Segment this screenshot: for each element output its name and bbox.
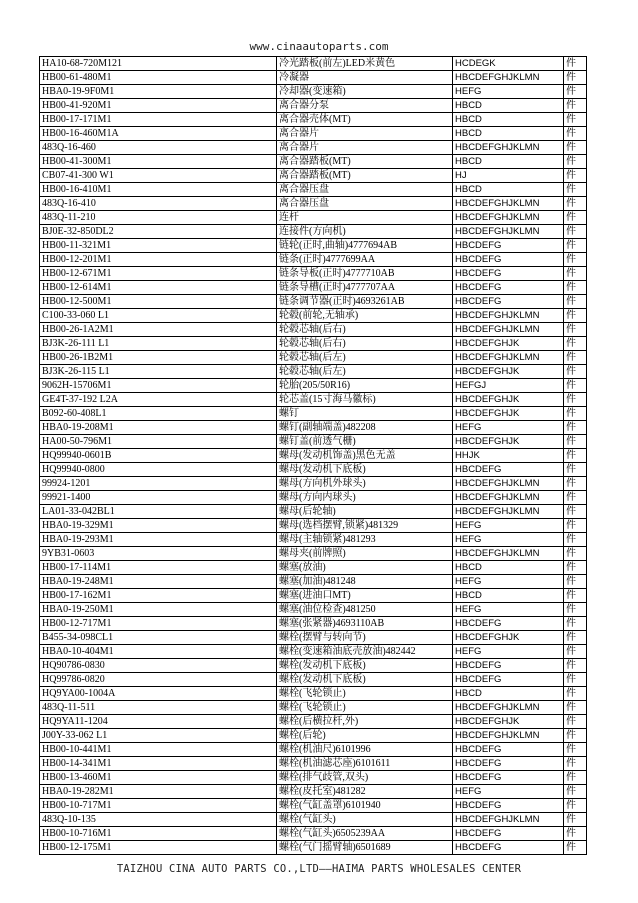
part-name-cell: 螺栓(摆臂与转向节) (277, 631, 453, 645)
part-number-cell: HB00-61-480M1 (40, 71, 277, 85)
part-number-cell: 483Q-16-410 (40, 197, 277, 211)
table-row (40, 435, 587, 449)
table-row (40, 617, 587, 631)
unit-cell: 件 (564, 561, 587, 575)
part-number-cell: HB00-12-201M1 (40, 253, 277, 267)
part-name-cell: 螺钉 (277, 407, 453, 421)
table-row (40, 841, 587, 855)
unit-cell: 件 (564, 813, 587, 827)
table-row (40, 183, 587, 197)
part-number-cell: HBA0-19-329M1 (40, 519, 277, 533)
part-name-cell: 螺栓(飞轮锁止) (277, 701, 453, 715)
unit-cell: 件 (564, 337, 587, 351)
unit-cell: 件 (564, 589, 587, 603)
model-code-cell: HBCDEFG (453, 267, 564, 281)
table-row (40, 127, 587, 141)
unit-cell: 件 (564, 155, 587, 169)
part-name-cell: 连杆 (277, 211, 453, 225)
model-code-cell: HBCDEFGHJKLMN (453, 491, 564, 505)
part-number-cell: BJ3K-26-115 L1 (40, 365, 277, 379)
part-name-cell: 螺栓(机油尺)6101996 (277, 743, 453, 757)
model-code-cell: HBCDEFGHJKLMN (453, 477, 564, 491)
part-number-cell: CB07-41-300 W1 (40, 169, 277, 183)
part-number-cell: HB00-12-175M1 (40, 841, 277, 855)
part-number-cell: HB00-16-410M1 (40, 183, 277, 197)
model-code-cell: HBCDEFGHJK (453, 435, 564, 449)
part-name-cell: 螺母(方向机外球头) (277, 477, 453, 491)
unit-cell: 件 (564, 127, 587, 141)
part-name-cell: 螺母(后轮轴) (277, 505, 453, 519)
part-name-cell: 螺塞(进油口MT) (277, 589, 453, 603)
model-code-cell: HBCDEFGHJKLMN (453, 197, 564, 211)
part-number-cell: HQ99940-0800 (40, 463, 277, 477)
unit-cell: 件 (564, 617, 587, 631)
part-number-cell: 483Q-10-135 (40, 813, 277, 827)
model-code-cell: HBCD (453, 687, 564, 701)
table-row (40, 715, 587, 729)
table-row (40, 561, 587, 575)
table-row (40, 323, 587, 337)
part-name-cell: 轮毂芯轴(后左) (277, 365, 453, 379)
unit-cell: 件 (564, 113, 587, 127)
unit-cell: 件 (564, 463, 587, 477)
unit-cell: 件 (564, 785, 587, 799)
part-name-cell: 轮胎(205/50R16) (277, 379, 453, 393)
unit-cell: 件 (564, 659, 587, 673)
part-name-cell: 冷却器(变速箱) (277, 85, 453, 99)
table-row (40, 365, 587, 379)
unit-cell: 件 (564, 141, 587, 155)
unit-cell: 件 (564, 575, 587, 589)
model-code-cell: HBCDEFG (453, 281, 564, 295)
model-code-cell: HJ (453, 169, 564, 183)
unit-cell: 件 (564, 715, 587, 729)
part-number-cell: B092-60-408L1 (40, 407, 277, 421)
table-row (40, 463, 587, 477)
part-number-cell: HB00-17-162M1 (40, 589, 277, 603)
model-code-cell: HEFG (453, 575, 564, 589)
table-row (40, 729, 587, 743)
part-number-cell: 99924-1201 (40, 477, 277, 491)
part-name-cell: 轮毂芯轴(后右) (277, 337, 453, 351)
part-name-cell: 螺母(主轴锁紧)481293 (277, 533, 453, 547)
part-name-cell: 螺栓(机油滤芯座)6101611 (277, 757, 453, 771)
part-name-cell: 链条调节器(正时)4693261AB (277, 295, 453, 309)
table-row (40, 827, 587, 841)
part-number-cell: HQ9YA11-1204 (40, 715, 277, 729)
model-code-cell: HBCDEFGHJK (453, 393, 564, 407)
table-row (40, 659, 587, 673)
part-number-cell: HB00-26-1B2M1 (40, 351, 277, 365)
unit-cell: 件 (564, 225, 587, 239)
unit-cell: 件 (564, 183, 587, 197)
part-name-cell: 链条导槽(正时)4777707AA (277, 281, 453, 295)
part-number-cell: HBA0-19-248M1 (40, 575, 277, 589)
unit-cell: 件 (564, 281, 587, 295)
part-number-cell: HB00-41-300M1 (40, 155, 277, 169)
model-code-cell: HEFG (453, 645, 564, 659)
model-code-cell: HBCDEFG (453, 757, 564, 771)
table-row (40, 645, 587, 659)
part-number-cell: HBA0-19-250M1 (40, 603, 277, 617)
unit-cell: 件 (564, 99, 587, 113)
part-name-cell: 螺塞(油位检查)481250 (277, 603, 453, 617)
part-name-cell: 轮毂(前轮,无轴承) (277, 309, 453, 323)
table-row (40, 295, 587, 309)
parts-table (39, 56, 587, 855)
model-code-cell: HBCDEFG (453, 743, 564, 757)
part-number-cell: LA01-33-042BL1 (40, 505, 277, 519)
model-code-cell: HBCDEFGHJKLMN (453, 547, 564, 561)
part-number-cell: HQ9YA00-1004A (40, 687, 277, 701)
table-row (40, 589, 587, 603)
part-name-cell: 离合器壳体(MT) (277, 113, 453, 127)
part-name-cell: 螺钉盖(前透气栅) (277, 435, 453, 449)
unit-cell: 件 (564, 701, 587, 715)
part-name-cell: 螺栓(后轮) (277, 729, 453, 743)
model-code-cell: HBCDEFGHJKLMN (453, 309, 564, 323)
table-row (40, 141, 587, 155)
part-number-cell: HBA0-19-208M1 (40, 421, 277, 435)
model-code-cell: HEFG (453, 519, 564, 533)
part-name-cell: 螺母夹(前牌照) (277, 547, 453, 561)
part-name-cell: 螺栓(飞轮锁止) (277, 687, 453, 701)
part-name-cell: 冷光踏板(前左)LED米黄色 (277, 57, 453, 71)
unit-cell: 件 (564, 519, 587, 533)
part-number-cell: HBA0-19-293M1 (40, 533, 277, 547)
model-code-cell: HBCDEFGHJKLMN (453, 141, 564, 155)
unit-cell: 件 (564, 295, 587, 309)
unit-cell: 件 (564, 799, 587, 813)
part-number-cell: HB00-12-717M1 (40, 617, 277, 631)
company-footer: TAIZHOU CINA AUTO PARTS CO.,LTD——HAIMA PARTS WHOLESALES CENTER (116, 863, 522, 875)
table-row (40, 771, 587, 785)
model-code-cell: HBCDEFGHJKLMN (453, 225, 564, 239)
unit-cell: 件 (564, 547, 587, 561)
unit-cell: 件 (564, 729, 587, 743)
model-code-cell: HBCDEFGHJK (453, 631, 564, 645)
unit-cell: 件 (564, 267, 587, 281)
model-code-cell: HBCDEFGHJKLMN (453, 351, 564, 365)
table-row (40, 491, 587, 505)
part-name-cell: 螺母(方向内球头) (277, 491, 453, 505)
part-name-cell: 离合器片 (277, 127, 453, 141)
part-name-cell: 螺母(选档摆臂,锁紧)481329 (277, 519, 453, 533)
model-code-cell: HBCDEFG (453, 673, 564, 687)
unit-cell: 件 (564, 449, 587, 463)
table-row (40, 743, 587, 757)
unit-cell: 件 (564, 57, 587, 71)
table-row (40, 169, 587, 183)
table-row (40, 239, 587, 253)
part-name-cell: 冷凝器 (277, 71, 453, 85)
model-code-cell: HBCDEFG (453, 253, 564, 267)
part-number-cell: 483Q-11-511 (40, 701, 277, 715)
table-row (40, 379, 587, 393)
part-number-cell: HQ99940-0601B (40, 449, 277, 463)
model-code-cell: HBCDEFG (453, 463, 564, 477)
table-row (40, 421, 587, 435)
part-name-cell: 轮毂芯轴(后右) (277, 323, 453, 337)
part-name-cell: 离合器压盘 (277, 183, 453, 197)
unit-cell: 件 (564, 197, 587, 211)
table-row (40, 701, 587, 715)
part-name-cell: 螺栓(气缸头) (277, 813, 453, 827)
table-row (40, 155, 587, 169)
unit-cell: 件 (564, 407, 587, 421)
part-name-cell: 离合器分泵 (277, 99, 453, 113)
table-row (40, 785, 587, 799)
unit-cell: 件 (564, 491, 587, 505)
table-row (40, 211, 587, 225)
model-code-cell: HBCDEFG (453, 239, 564, 253)
table-row (40, 253, 587, 267)
unit-cell: 件 (564, 603, 587, 617)
table-row (40, 309, 587, 323)
table-row (40, 673, 587, 687)
part-name-cell: 螺栓(发动机下底板) (277, 673, 453, 687)
part-number-cell: C100-33-060 L1 (40, 309, 277, 323)
model-code-cell: HBCD (453, 99, 564, 113)
model-code-cell: HEFG (453, 603, 564, 617)
part-number-cell: B455-34-098CL1 (40, 631, 277, 645)
unit-cell: 件 (564, 743, 587, 757)
table-row (40, 267, 587, 281)
table-row (40, 505, 587, 519)
table-row (40, 477, 587, 491)
table-row (40, 757, 587, 771)
part-name-cell: 螺塞(放油) (277, 561, 453, 575)
part-number-cell: HA00-50-796M1 (40, 435, 277, 449)
table-row (40, 71, 587, 85)
model-code-cell: HBCDEFG (453, 841, 564, 855)
part-number-cell: BJ3K-26-111 L1 (40, 337, 277, 351)
part-name-cell: 离合器踏板(MT) (277, 155, 453, 169)
part-number-cell: GE4T-37-192 L2A (40, 393, 277, 407)
model-code-cell: HBCDEFG (453, 659, 564, 673)
table-row (40, 393, 587, 407)
table-row (40, 799, 587, 813)
table-row (40, 351, 587, 365)
table-row (40, 449, 587, 463)
part-number-cell: HB00-14-341M1 (40, 757, 277, 771)
part-name-cell: 螺栓(气门摇臂轴)6501689 (277, 841, 453, 855)
unit-cell: 件 (564, 673, 587, 687)
parts-table-body (40, 57, 587, 855)
part-name-cell: 离合器压盘 (277, 197, 453, 211)
model-code-cell: HBCD (453, 589, 564, 603)
table-row (40, 631, 587, 645)
table-row (40, 197, 587, 211)
unit-cell: 件 (564, 169, 587, 183)
model-code-cell: HBCDEFG (453, 295, 564, 309)
unit-cell: 件 (564, 687, 587, 701)
part-name-cell: 螺栓(气缸盖罩)6101940 (277, 799, 453, 813)
part-number-cell: HB00-17-171M1 (40, 113, 277, 127)
part-number-cell: HB00-13-460M1 (40, 771, 277, 785)
part-number-cell: HB00-16-460M1A (40, 127, 277, 141)
model-code-cell: HEFG (453, 85, 564, 99)
part-name-cell: 螺栓(变速箱油底壳放油)482442 (277, 645, 453, 659)
table-row (40, 603, 587, 617)
unit-cell: 件 (564, 827, 587, 841)
part-number-cell: HB00-12-671M1 (40, 267, 277, 281)
model-code-cell: HBCDEFG (453, 827, 564, 841)
model-code-cell: HBCD (453, 561, 564, 575)
model-code-cell: HBCDEFG (453, 617, 564, 631)
unit-cell: 件 (564, 505, 587, 519)
model-code-cell: HBCD (453, 183, 564, 197)
part-number-cell: HBA0-19-9F0M1 (40, 85, 277, 99)
part-number-cell: HB00-11-321M1 (40, 239, 277, 253)
table-row (40, 519, 587, 533)
part-name-cell: 轮毂芯轴(后左) (277, 351, 453, 365)
unit-cell: 件 (564, 365, 587, 379)
table-row (40, 113, 587, 127)
model-code-cell: HBCDEFG (453, 771, 564, 785)
part-number-cell: HB00-26-1A2M1 (40, 323, 277, 337)
model-code-cell: HEFG (453, 785, 564, 799)
part-name-cell: 链条(正时)4777699AA (277, 253, 453, 267)
model-code-cell: HBCDEFGHJKLMN (453, 323, 564, 337)
model-code-cell: HBCDEFG (453, 799, 564, 813)
part-name-cell: 螺塞(张紧器)4693110AB (277, 617, 453, 631)
site-url-header: www.cinaautoparts.com (249, 40, 389, 53)
part-number-cell: BJ0E-32-850DL2 (40, 225, 277, 239)
table-row (40, 99, 587, 113)
part-name-cell: 螺栓(气缸头)6505239AA (277, 827, 453, 841)
model-code-cell: HHJK (453, 449, 564, 463)
part-name-cell: 螺塞(加油)481248 (277, 575, 453, 589)
unit-cell: 件 (564, 435, 587, 449)
part-number-cell: 99921-1400 (40, 491, 277, 505)
table-row (40, 575, 587, 589)
model-code-cell: HEFG (453, 421, 564, 435)
unit-cell: 件 (564, 71, 587, 85)
part-number-cell: HB00-10-441M1 (40, 743, 277, 757)
part-number-cell: HQ99786-0820 (40, 673, 277, 687)
unit-cell: 件 (564, 309, 587, 323)
model-code-cell: HBCDEFGHJKLMN (453, 701, 564, 715)
table-row (40, 57, 587, 71)
unit-cell: 件 (564, 477, 587, 491)
unit-cell: 件 (564, 841, 587, 855)
part-name-cell: 螺栓(皮托室)481282 (277, 785, 453, 799)
model-code-cell: HBCDEFGHJKLMN (453, 211, 564, 225)
table-row (40, 281, 587, 295)
table-row (40, 533, 587, 547)
model-code-cell: HBCDEFGHJK (453, 365, 564, 379)
model-code-cell: HBCD (453, 127, 564, 141)
part-number-cell: HA10-68-720M121 (40, 57, 277, 71)
part-name-cell: 连接件(方向机) (277, 225, 453, 239)
model-code-cell: HEFGJ (453, 379, 564, 393)
model-code-cell: HBCD (453, 113, 564, 127)
model-code-cell: HEFG (453, 533, 564, 547)
part-number-cell: 483Q-16-460 (40, 141, 277, 155)
part-number-cell: HB00-41-920M1 (40, 99, 277, 113)
table-row (40, 85, 587, 99)
table-row (40, 687, 587, 701)
model-code-cell: HBCDEFGHJKLMN (453, 71, 564, 85)
part-name-cell: 螺栓(发动机下底板) (277, 659, 453, 673)
model-code-cell: HBCDEFGHJKLMN (453, 729, 564, 743)
part-number-cell: HB00-10-716M1 (40, 827, 277, 841)
model-code-cell: HBCDEFGHJK (453, 715, 564, 729)
table-row (40, 547, 587, 561)
part-name-cell: 离合器踏板(MT) (277, 169, 453, 183)
part-name-cell: 螺栓(后横拉杆,外) (277, 715, 453, 729)
model-code-cell: HCDEGK (453, 57, 564, 71)
table-row (40, 407, 587, 421)
model-code-cell: HBCDEFGHJK (453, 407, 564, 421)
unit-cell: 件 (564, 757, 587, 771)
part-number-cell: HB00-12-614M1 (40, 281, 277, 295)
part-name-cell: 螺钉(副轴端盖)482208 (277, 421, 453, 435)
unit-cell: 件 (564, 393, 587, 407)
unit-cell: 件 (564, 85, 587, 99)
table-row (40, 225, 587, 239)
part-number-cell: J00Y-33-062 L1 (40, 729, 277, 743)
part-number-cell: HQ90786-0830 (40, 659, 277, 673)
unit-cell: 件 (564, 533, 587, 547)
model-code-cell: HBCDEFGHJKLMN (453, 505, 564, 519)
part-name-cell: 螺母(发动机饰盖)黑色无盖 (277, 449, 453, 463)
part-name-cell: 离合器片 (277, 141, 453, 155)
part-number-cell: 9062H-15706M1 (40, 379, 277, 393)
part-name-cell: 轮芯盖(15寸海马徽标) (277, 393, 453, 407)
unit-cell: 件 (564, 421, 587, 435)
table-row (40, 813, 587, 827)
model-code-cell: HBCD (453, 155, 564, 169)
part-name-cell: 链条导板(正时)4777710AB (277, 267, 453, 281)
part-number-cell: 483Q-11-210 (40, 211, 277, 225)
part-number-cell: HBA0-10-404M1 (40, 645, 277, 659)
part-number-cell: 9YB31-0603 (40, 547, 277, 561)
unit-cell: 件 (564, 323, 587, 337)
unit-cell: 件 (564, 211, 587, 225)
model-code-cell: HBCDEFGHJK (453, 337, 564, 351)
unit-cell: 件 (564, 351, 587, 365)
part-number-cell: HB00-12-500M1 (40, 295, 277, 309)
model-code-cell: HBCDEFGHJKLMN (453, 813, 564, 827)
part-name-cell: 链轮(正时,曲轴)4777694AB (277, 239, 453, 253)
part-number-cell: HB00-17-114M1 (40, 561, 277, 575)
table-row (40, 337, 587, 351)
part-name-cell: 螺栓(排气歧管,双头) (277, 771, 453, 785)
part-number-cell: HBA0-19-282M1 (40, 785, 277, 799)
unit-cell: 件 (564, 645, 587, 659)
unit-cell: 件 (564, 239, 587, 253)
part-name-cell: 螺母(发动机下底板) (277, 463, 453, 477)
unit-cell: 件 (564, 253, 587, 267)
unit-cell: 件 (564, 379, 587, 393)
part-number-cell: HB00-10-717M1 (40, 799, 277, 813)
unit-cell: 件 (564, 771, 587, 785)
unit-cell: 件 (564, 631, 587, 645)
